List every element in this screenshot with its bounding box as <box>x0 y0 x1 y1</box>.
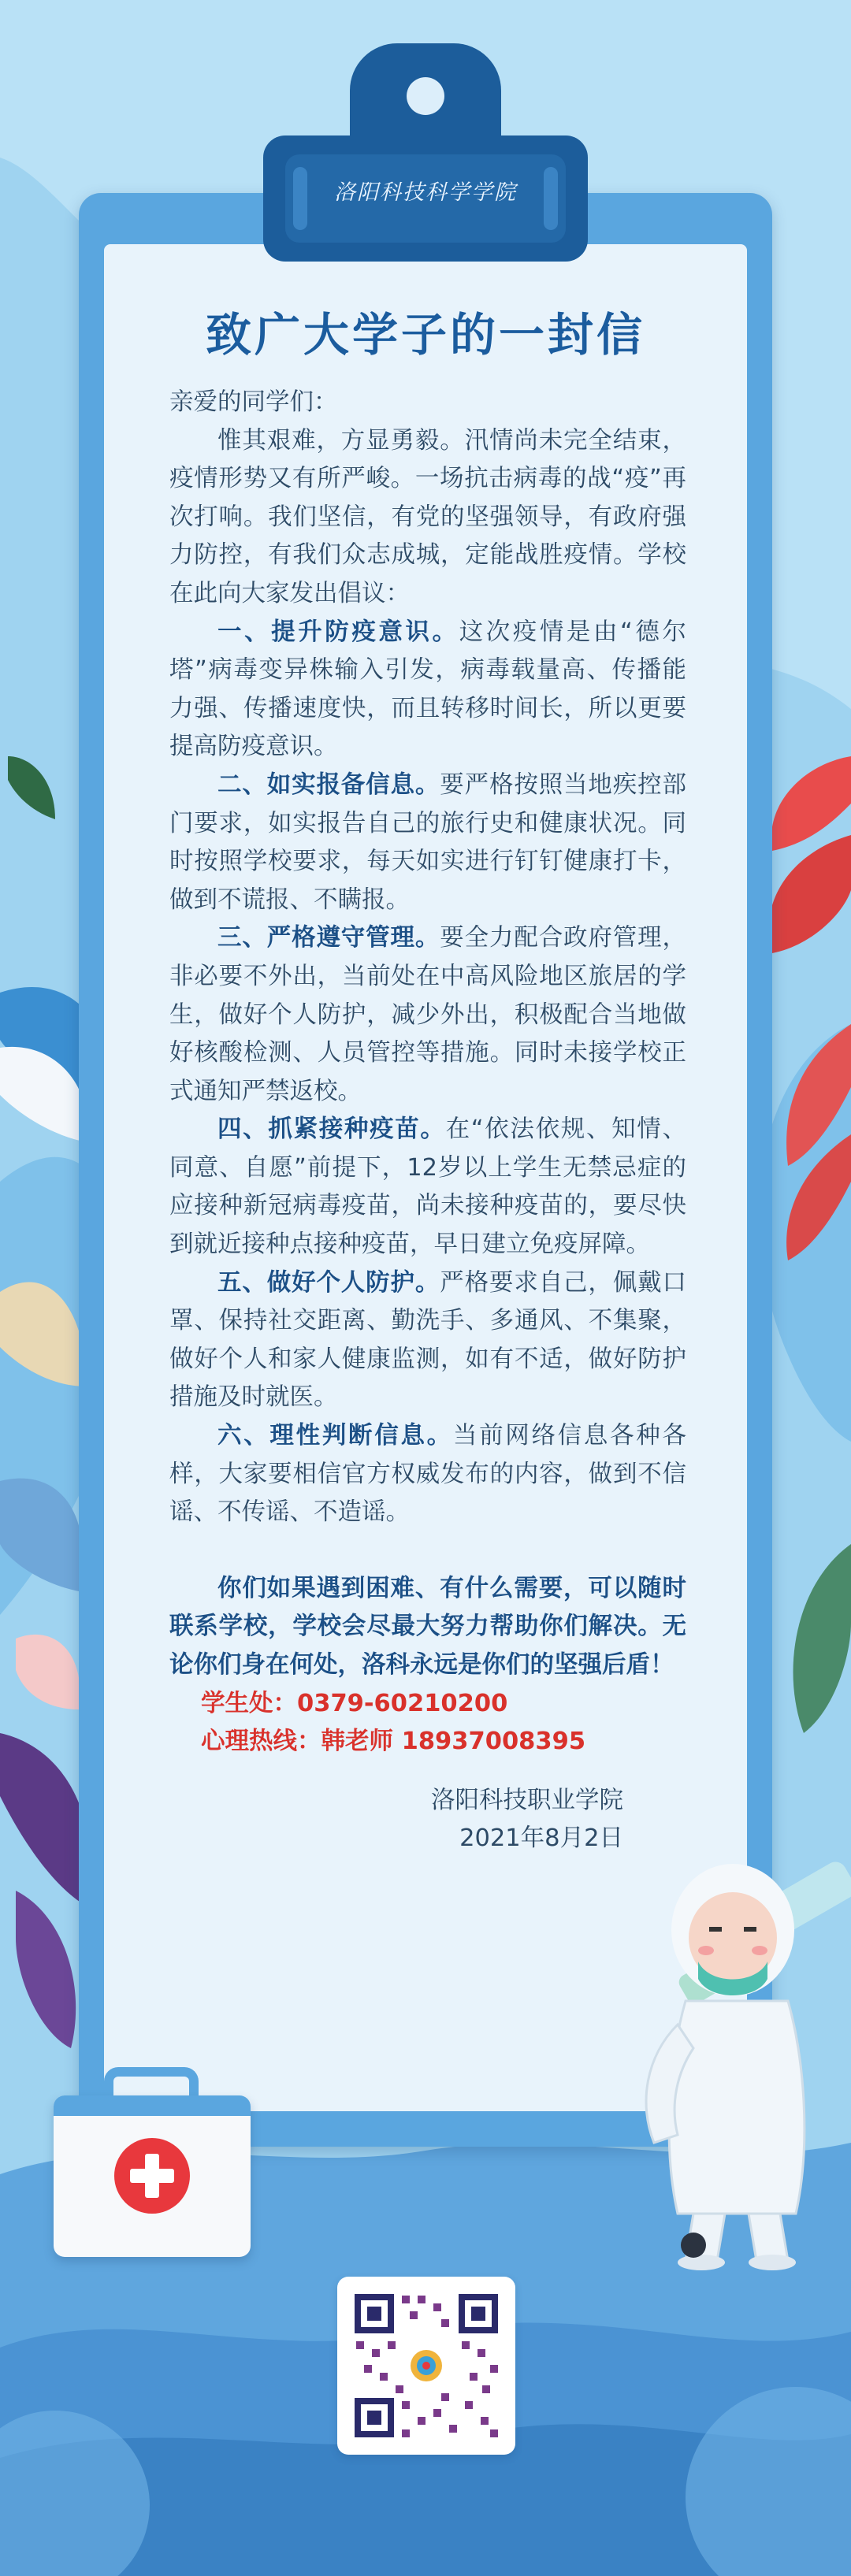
proposal-text: 这次疫情是由“德尔塔”病毒变异株输入引发，病毒载量高、传播能力强、传播速度快，而且转移时间长，所以更要提高防疫意识。 <box>169 618 687 761</box>
proposal-lead: 二、如实报备信息。 <box>217 770 440 799</box>
proposal-text: 要全力配合政府管理，非必要不外出，当前处在中高风险地区旅居的学生，做好个人防护，减少外出，积极配合当地做好核酸检测、人员管控等措施。同时未接学校正式通知严禁返校。 <box>169 924 686 1105</box>
contact-student-office: 学生处：0379-60210200 <box>201 1689 508 1717</box>
school-script-name: 洛阳科技科学学院 <box>334 180 517 205</box>
medical-kit-lid <box>54 2095 251 2116</box>
letter-intro: 惟其艰难，方显勇毅。汛情尚未完全结束，疫情形势又有所严峻。一场抗击病毒的战“疫”再次打响。我们坚信，有党的坚强领导，有政府强力防控，有我们众志成城，定能战胜疫情。学校在此向大家发出倡议： <box>169 426 686 607</box>
proposal-lead: 一、提升防疫意识。 <box>217 618 459 646</box>
proposal-lead: 三、严格遵守管理。 <box>217 924 440 952</box>
letter-body <box>169 384 686 1858</box>
doctor-illustration <box>630 1772 851 2292</box>
clip-hole <box>407 77 444 115</box>
letter-signature: 洛阳科技职业学院 <box>431 1786 623 1814</box>
proposal-item <box>169 919 686 1111</box>
proposal-lead: 五、做好个人防护。 <box>217 1268 440 1297</box>
proposal-lead: 四、抓紧接种疫苗。 <box>217 1115 446 1144</box>
medical-cross-icon <box>114 2138 190 2214</box>
proposal-item <box>169 614 686 766</box>
proposal-item <box>169 1264 686 1417</box>
letter-date: 2021年8月2日 <box>459 1824 623 1853</box>
letter-closing: 你们如果遇到困难、有什么需要，可以随时联系学校，学校会尽最大努力帮助你们解决。无论你们身在何处，洛科永远是你们的坚强后盾！ <box>169 1574 686 1679</box>
proposal-text: 要严格按照当地疾控部门要求，如实报告自己的旅行史和健康状况。同时按照学校要求，每天如实进行钉钉健康打卡，做到不谎报、不瞒报。 <box>169 770 686 914</box>
proposal-text: 在“依法依规、知情、同意、自愿”前提下，12岁以上学生无禁忌症的应接种新冠病毒疫苗，尚未接种疫苗的，要尽快到就近接种点接种疫苗，早日建立免疫屏障。 <box>169 1115 686 1259</box>
letter-title: 致广大学子的一封信 <box>205 308 645 362</box>
contact-hotline: 心理热线：韩老师 18937008395 <box>201 1728 586 1756</box>
proposal-item <box>169 766 686 919</box>
proposal-lead: 六、理性判断信息。 <box>217 1422 453 1450</box>
proposal-text: 严格要求自己，佩戴口罩、保持社交距离、勤洗手、多通风、不集聚，做好个人和家人健康监测，如有不适，做好防护措施及时就医。 <box>169 1268 686 1412</box>
qr-code-icon <box>337 2277 515 2455</box>
proposal-item <box>169 1417 686 1532</box>
proposal-text: 当前网络信息各种各样，大家要相信官方权威发布的内容，做到不信谣、不传谣、不造谣。 <box>169 1422 687 1527</box>
proposal-item <box>169 1111 686 1264</box>
letter-greeting: 亲爱的同学们： <box>169 388 338 416</box>
